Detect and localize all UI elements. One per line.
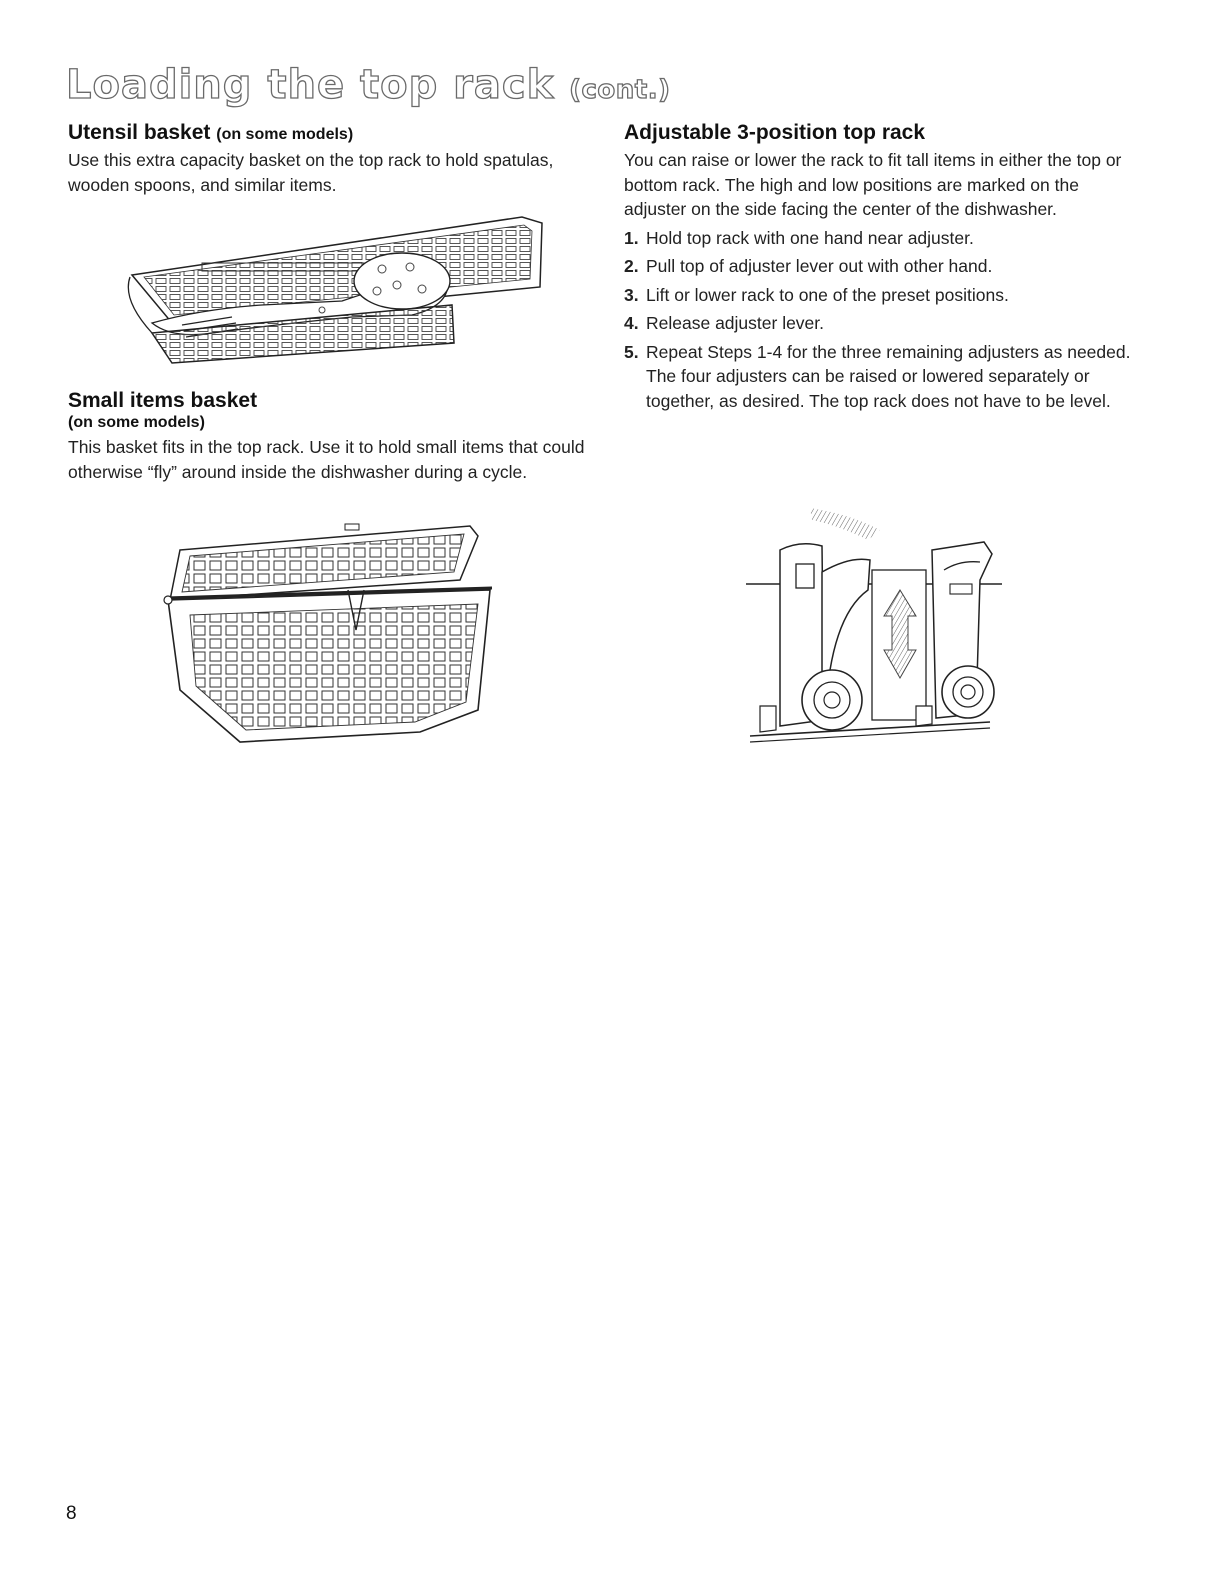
step-item — [624, 254, 1144, 279]
left-column — [68, 120, 588, 482]
page-title-suffix: (cont.) — [569, 75, 671, 105]
adjustable-rack-body: You can raise or lower the rack to fit tall items in either the top or bottom rack. The high and low positions are marked on the adjuster on the side facing the center of the dishwasher. — [624, 150, 1122, 220]
step-item — [624, 283, 1144, 308]
right-column — [624, 120, 1144, 417]
step-number: 2. — [624, 256, 639, 277]
step-item — [624, 311, 1144, 336]
step-text: Lift or lower rack to one of the preset positions. — [646, 284, 1009, 305]
page-title — [66, 62, 670, 108]
adjuster-steps — [624, 226, 1144, 414]
step-number: 4. — [624, 313, 639, 334]
utensil-basket-section — [68, 120, 588, 197]
step-number: 1. — [624, 227, 639, 248]
utensil-basket-illustration — [112, 205, 552, 365]
small-items-basket-note: (on some models) — [68, 414, 205, 432]
utensil-basket-heading-note: (on some models) — [216, 126, 354, 143]
step-item — [624, 340, 1144, 414]
small-items-basket-illustration — [160, 520, 500, 750]
small-items-basket-body: This basket fits in the top rack. Use it to hold small items that could otherwise “fly” around inside the dishwasher during a cycle. — [68, 437, 585, 482]
step-number: 3. — [624, 284, 639, 305]
small-items-basket-section — [68, 388, 588, 484]
adjustable-rack-heading: Adjustable 3-position top rack — [624, 121, 926, 144]
page-title-text: Loading the top rack — [66, 62, 555, 108]
step-text: Release adjuster lever. — [646, 313, 825, 334]
step-text: Repeat Steps 1-4 for the three remaining adjusters as needed. The four adjusters can be raised or lowered separately or together, as desired. The top rack does not have to be level. — [646, 341, 1131, 411]
utensil-basket-body: Use this extra capacity basket on the top rack to hold spatulas, wooden spoons, and similar items. — [68, 150, 554, 195]
utensil-basket-heading-text: Utensil basket — [68, 121, 211, 144]
step-text: Hold top rack with one hand near adjuster. — [646, 227, 974, 248]
page-number: 8 — [66, 1503, 77, 1524]
step-text: Pull top of adjuster lever out with other hand. — [646, 256, 993, 277]
step-item — [624, 226, 1144, 251]
small-items-basket-heading: Small items basket — [68, 389, 258, 412]
step-number: 5. — [624, 341, 639, 362]
utensil-basket-heading — [68, 120, 588, 145]
adjuster-illustration — [740, 500, 1010, 750]
